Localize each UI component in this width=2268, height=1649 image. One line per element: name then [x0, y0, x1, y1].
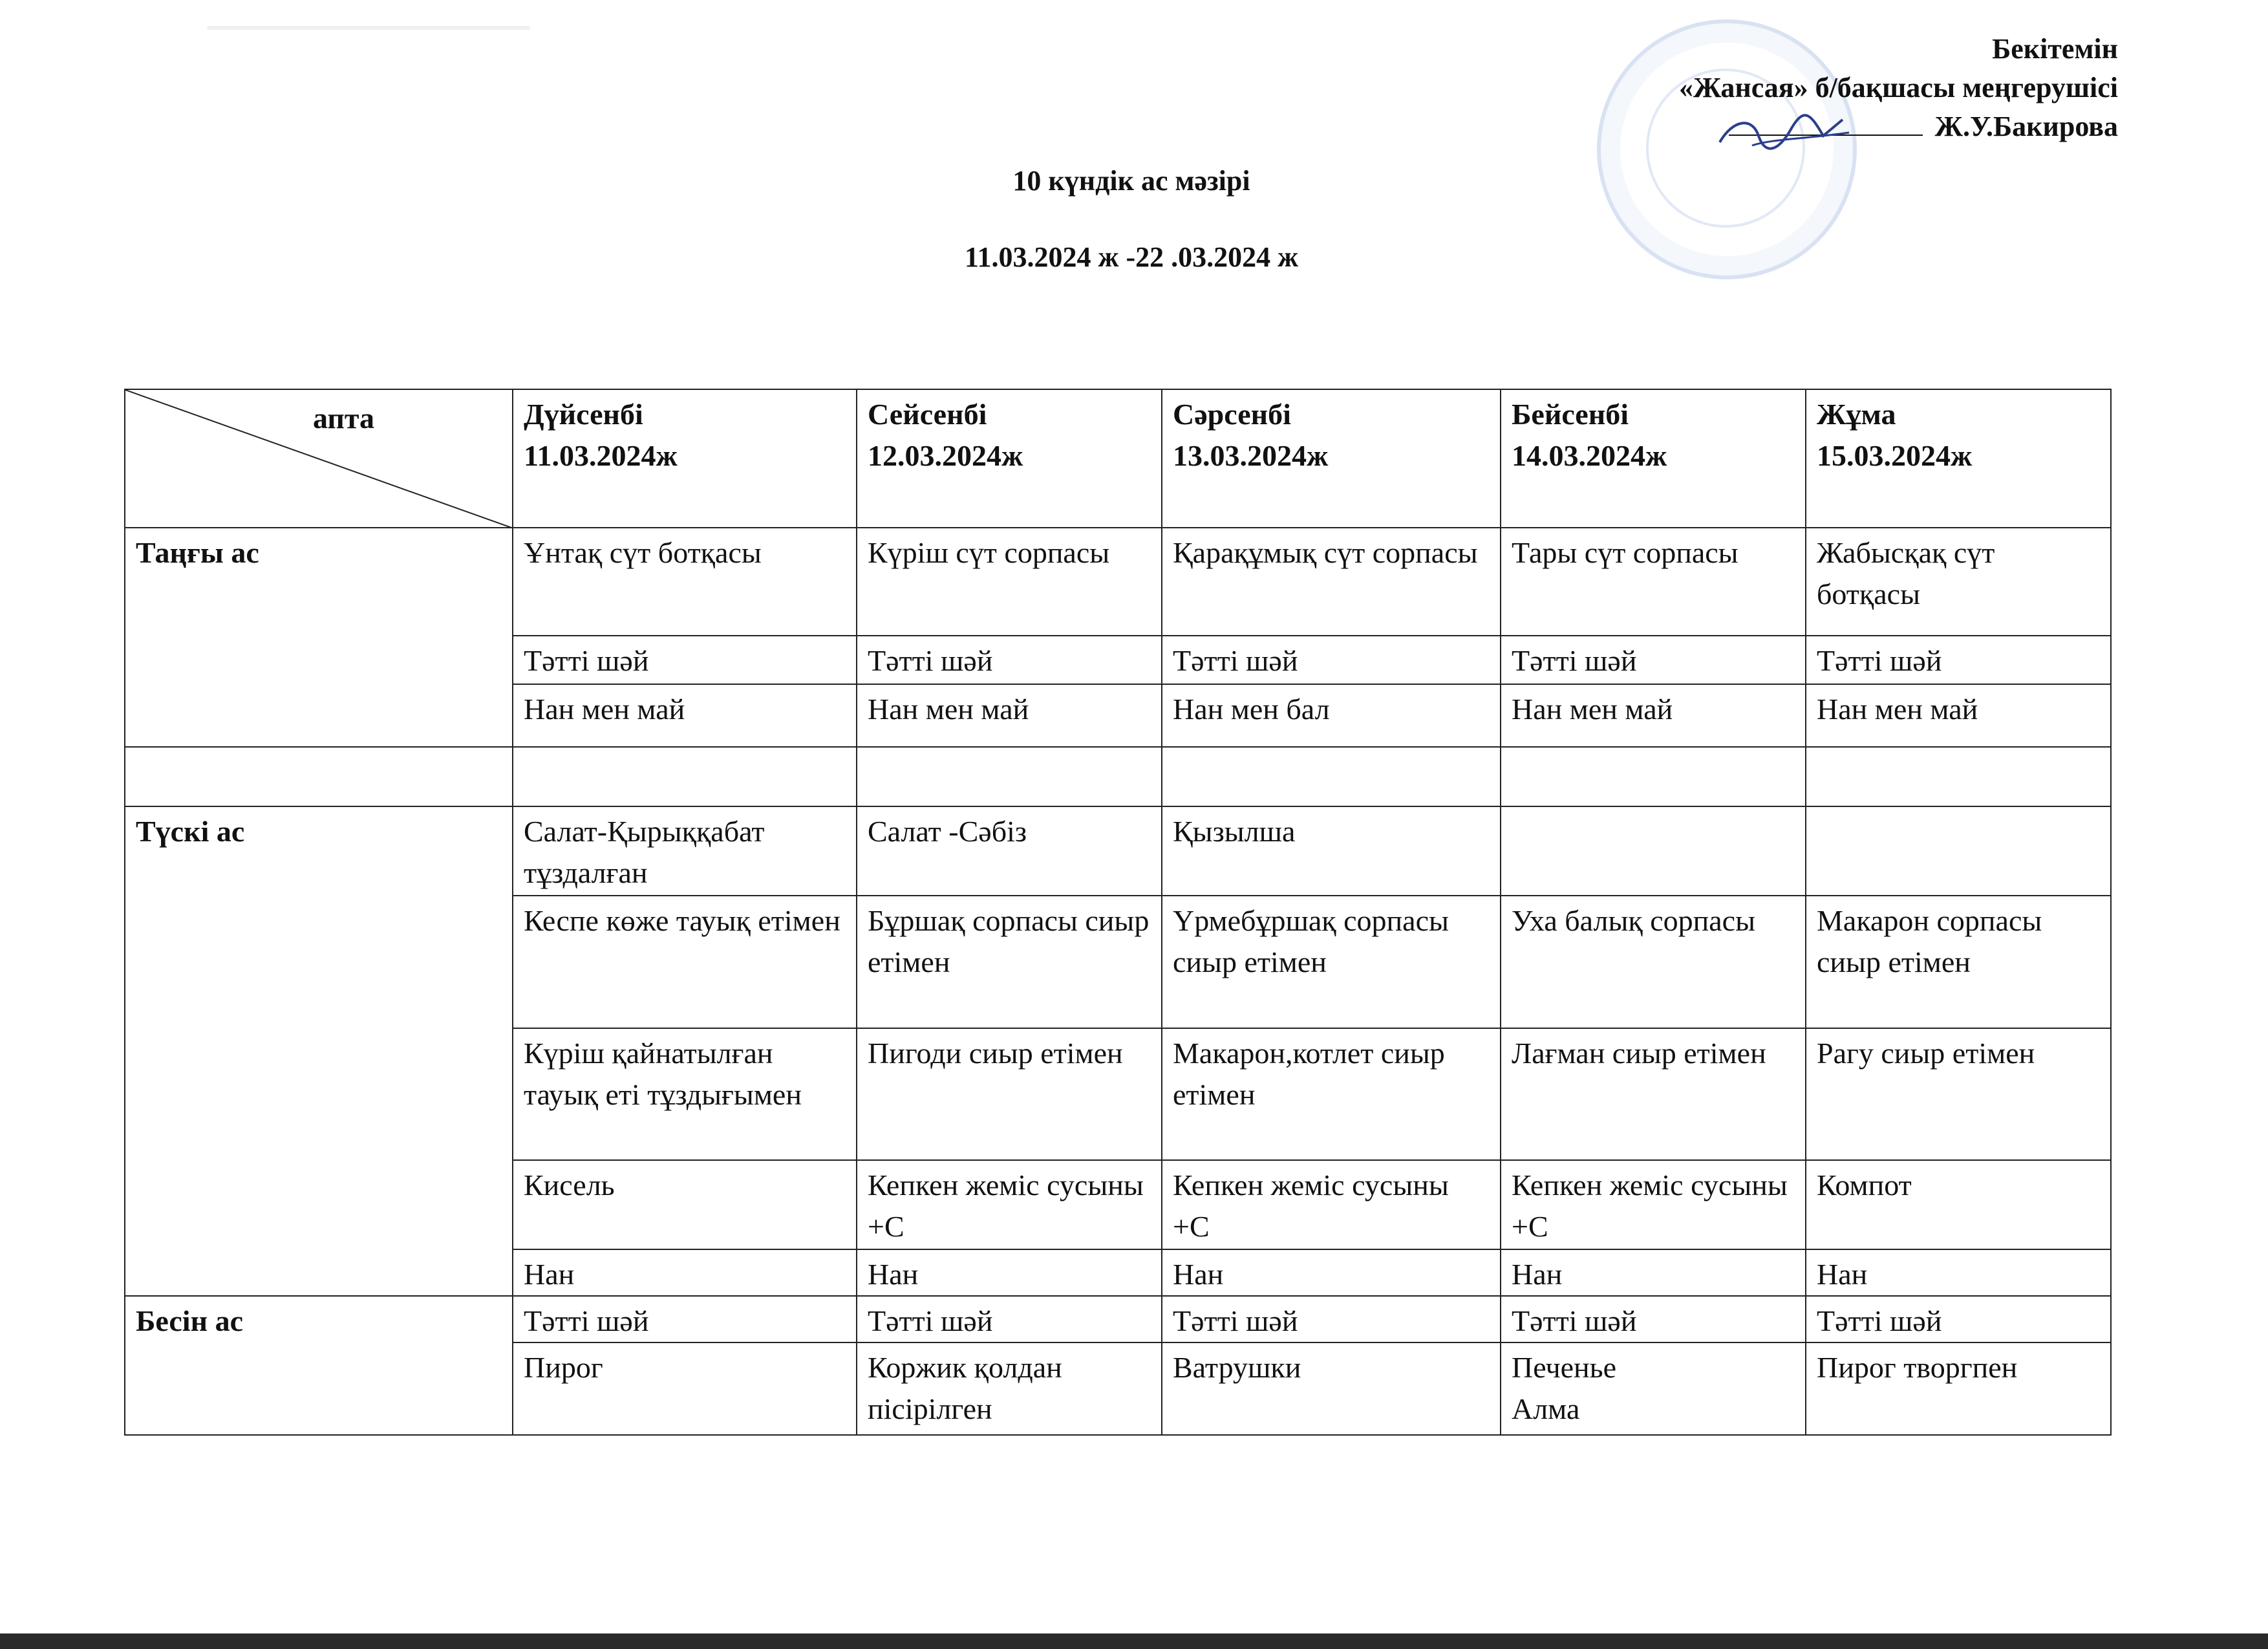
table-cell: Ұнтақ сүт ботқасы — [513, 528, 857, 636]
director-name: Ж.У.Бакирова — [1934, 111, 2118, 142]
empty-cell — [857, 747, 1162, 806]
table-cell: Салат -Сәбіз — [857, 806, 1162, 896]
meal-label-lunch: Түскі ас — [125, 806, 513, 1296]
table-cell — [1806, 806, 2111, 896]
meal-label-snack: Бесін ас — [125, 1296, 513, 1435]
table-cell: Нан — [513, 1249, 857, 1296]
day-header — [513, 389, 857, 528]
day-name: Дүйсенбі — [524, 398, 643, 431]
scan-smudge — [207, 26, 530, 30]
table-cell — [1501, 806, 1806, 896]
day-date: 14.03.2024ж — [1512, 439, 1667, 472]
table-cell: Үрмебұршақ сорпасы сиыр етімен — [1162, 896, 1501, 1028]
day-name: Жұма — [1817, 398, 1896, 431]
table-cell: Пирог — [513, 1342, 857, 1435]
table-cell: Күріш қайнатылған тауық еті тұздығымен — [513, 1028, 857, 1160]
day-header — [1501, 389, 1806, 528]
table-cell: Кеспе көже тауық етімен — [513, 896, 857, 1028]
table-cell: Нан мен май — [1806, 684, 2111, 747]
table-cell: Тәтті шәй — [1501, 636, 1806, 684]
table-cell: Нан — [857, 1249, 1162, 1296]
empty-cell — [1162, 747, 1501, 806]
table-cell: Тәтті шәй — [1806, 636, 2111, 684]
handwritten-signature — [1713, 107, 1856, 158]
table-cell: Жабысқақ сүт ботқасы — [1806, 528, 2111, 636]
corner-cell — [125, 389, 513, 528]
table-cell: Кепкен жеміс сусыны +С — [1162, 1160, 1501, 1249]
table-cell: Ватрушки — [1162, 1342, 1501, 1435]
table-row — [125, 528, 2111, 636]
day-header — [1806, 389, 2111, 528]
table-cell: Салат-Қырыққабат тұздалған — [513, 806, 857, 896]
table-cell: Нан мен бал — [1162, 684, 1501, 747]
table-cell: Коржик қолдан пісірілген — [857, 1342, 1162, 1435]
table-cell: Күріш сүт сорпасы — [857, 528, 1162, 636]
table-cell: Кепкен жеміс сусыны +С — [1501, 1160, 1806, 1249]
day-date: 12.03.2024ж — [868, 439, 1023, 472]
document-titles — [647, 162, 1616, 277]
table-cell: Нан — [1501, 1249, 1806, 1296]
table-row — [125, 1296, 2111, 1342]
table-cell: Тәтті шәй — [857, 636, 1162, 684]
empty-cell — [513, 747, 857, 806]
table-cell: Нан мен май — [857, 684, 1162, 747]
table-cell: Тәтті шәй — [513, 636, 857, 684]
empty-cell — [125, 747, 513, 806]
table-cell: Тәтті шәй — [1806, 1296, 2111, 1342]
empty-row — [125, 747, 2111, 806]
day-date: 13.03.2024ж — [1173, 439, 1329, 472]
table-cell: Нан — [1162, 1249, 1501, 1296]
table-cell: Тары сүт сорпасы — [1501, 528, 1806, 636]
empty-cell — [1806, 747, 2111, 806]
table-cell: Бұршақ сорпасы сиыр етімен — [857, 896, 1162, 1028]
empty-cell — [1501, 747, 1806, 806]
table-cell: Тәтті шәй — [1501, 1296, 1806, 1342]
table-cell: Уха балық сорпасы — [1501, 896, 1806, 1028]
table-cell: Кисель — [513, 1160, 857, 1249]
table-cell: Тәтті шәй — [857, 1296, 1162, 1342]
day-header — [1162, 389, 1501, 528]
table-cell: Қызылша — [1162, 806, 1501, 896]
table-cell: Тәтті шәй — [1162, 636, 1501, 684]
table-cell: Макарон,котлет сиыр етімен — [1162, 1028, 1501, 1160]
day-header — [857, 389, 1162, 528]
document-title: 10 күндік ас мәзірі — [1012, 165, 1250, 197]
table-row — [125, 806, 2111, 896]
table-cell: Нан мен май — [1501, 684, 1806, 747]
day-name: Сейсенбі — [868, 398, 987, 431]
table-cell: Тәтті шәй — [1162, 1296, 1501, 1342]
approval-line-2: «Жансая» б/бақшасы меңгерушісі — [1678, 72, 2118, 103]
approval-line-1: Бекітемін — [1992, 33, 2118, 65]
table-cell: Печенье Алма — [1501, 1342, 1806, 1435]
table-cell: Пирог творгпен — [1806, 1342, 2111, 1435]
table-cell: Қарақұмық сүт сорпасы — [1162, 528, 1501, 636]
table-cell: Тәтті шәй — [513, 1296, 857, 1342]
table-cell: Нан — [1806, 1249, 2111, 1296]
corner-label: апта — [313, 402, 375, 435]
table-cell: Компот — [1806, 1160, 2111, 1249]
table-cell: Кепкен жеміс сусыны +С — [857, 1160, 1162, 1249]
table-cell: Пигоди сиыр етімен — [857, 1028, 1162, 1160]
menu-table — [124, 389, 2112, 1436]
table-header-row — [125, 389, 2111, 528]
document-period: 11.03.2024 ж -22 .03.2024 ж — [964, 241, 1299, 273]
day-date: 11.03.2024ж — [524, 439, 678, 472]
day-name: Сәрсенбі — [1173, 398, 1291, 431]
table-cell: Нан мен май — [513, 684, 857, 747]
table-cell: Макарон сорпасы сиыр етімен — [1806, 896, 2111, 1028]
table-cell: Лағман сиыр етімен — [1501, 1028, 1806, 1160]
table-cell: Рагу сиыр етімен — [1806, 1028, 2111, 1160]
day-name: Бейсенбі — [1512, 398, 1629, 431]
scanner-edge — [0, 1633, 2268, 1649]
meal-label-breakfast: Таңғы ас — [125, 528, 513, 747]
day-date: 15.03.2024ж — [1817, 439, 1973, 472]
